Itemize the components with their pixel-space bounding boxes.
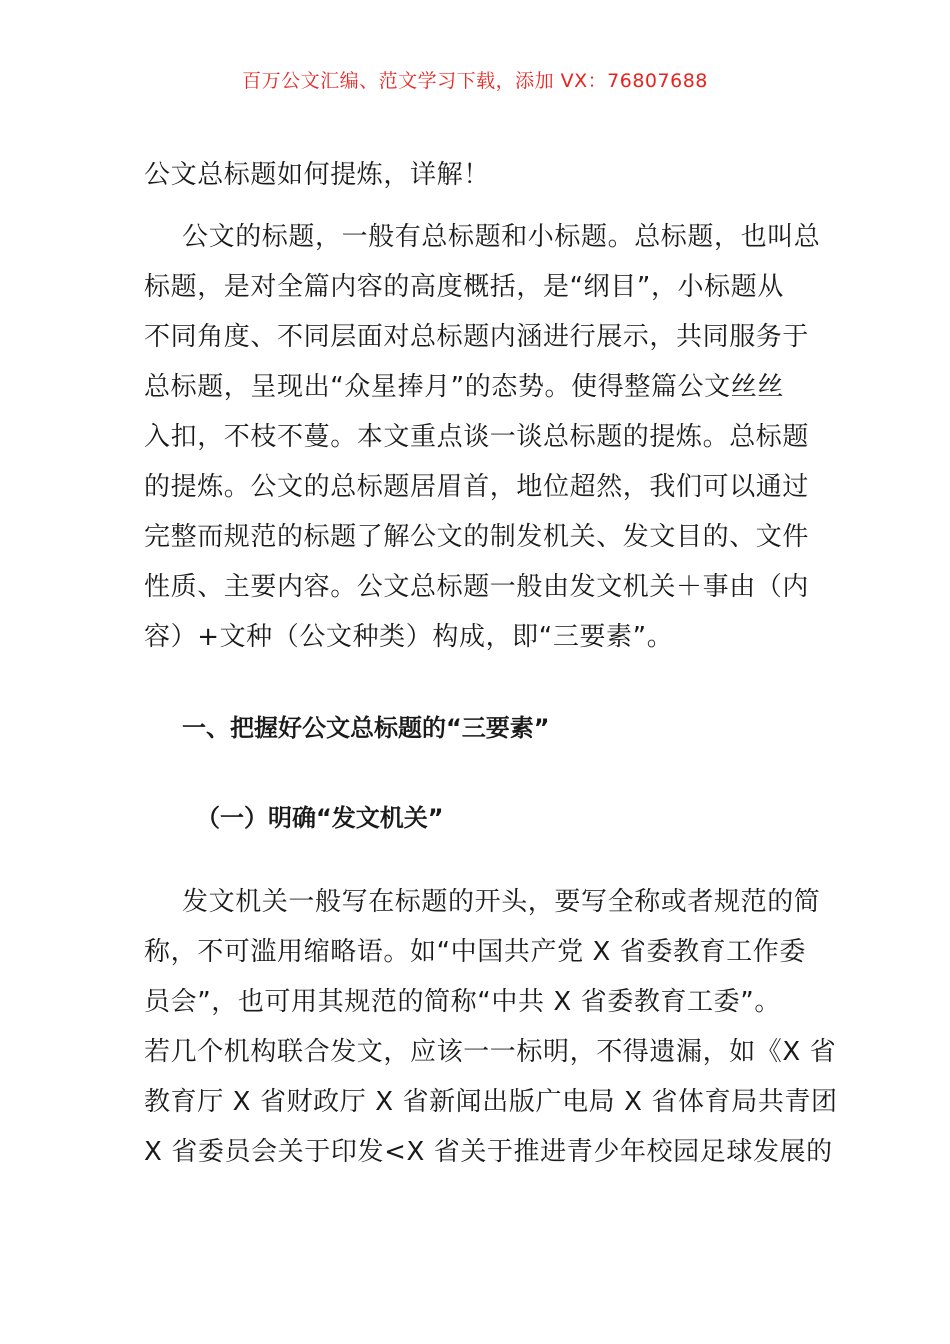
- paragraph-1-line: 标题，是对全篇内容的高度概括，是“纲目”，小标题从: [144, 272, 784, 302]
- paragraph-1-line: 完整而规范的标题了解公文的制发机关、发文目的、文件: [144, 522, 810, 552]
- document-title: 公文总标题如何提炼，详解！: [144, 160, 490, 190]
- header-watermark: 百万公文汇编、范文学习下载，添加 VX：76807688: [242, 70, 708, 92]
- section-heading-1: 一、把握好公文总标题的“三要素”: [182, 714, 550, 742]
- paragraph-1-line: 总标题，呈现出“众星捧月”的态势。使得整篇公文丝丝: [144, 372, 784, 402]
- paragraph-1-line: 公文的标题，一般有总标题和小标题。总标题，也叫总: [182, 222, 821, 252]
- section-heading-2: （一）明确“发文机关”: [196, 804, 444, 832]
- paragraph-2-line: 发文机关一般写在标题的开头，要写全称或者规范的简: [182, 887, 821, 917]
- paragraph-2-line: 若几个机构联合发文，应该一一标明，不得遗漏，如《X 省: [144, 1037, 837, 1067]
- paragraph-1-line: 容）+文种（公文种类）构成，即“三要素”。: [144, 622, 674, 652]
- paragraph-1-line: 入扣，不枝不蔓。本文重点谈一谈总标题的提炼。总标题: [144, 422, 810, 452]
- paragraph-1-line: 性质、主要内容。公文总标题一般由发文机关＋事由（内: [144, 572, 810, 602]
- paragraph-2-line: 员会”，也可用其规范的简称“中共 X 省委教育工委”。: [144, 987, 781, 1017]
- paragraph-2-line: X 省委员会关于印发<X 省关于推进青少年校园足球发展的: [144, 1137, 833, 1167]
- paragraph-1-line: 的提炼。公文的总标题居眉首，地位超然，我们可以通过: [144, 472, 810, 502]
- paragraph-2-line: 称，不可滥用缩略语。如“中国共产党 X 省委教育工作委: [144, 937, 807, 967]
- paragraph-2-line: 教育厅 X 省财政厅 X 省新闻出版广电局 X 省体育局共青团: [144, 1087, 838, 1117]
- paragraph-1-line: 不同角度、不同层面对总标题内涵进行展示，共同服务于: [144, 322, 810, 352]
